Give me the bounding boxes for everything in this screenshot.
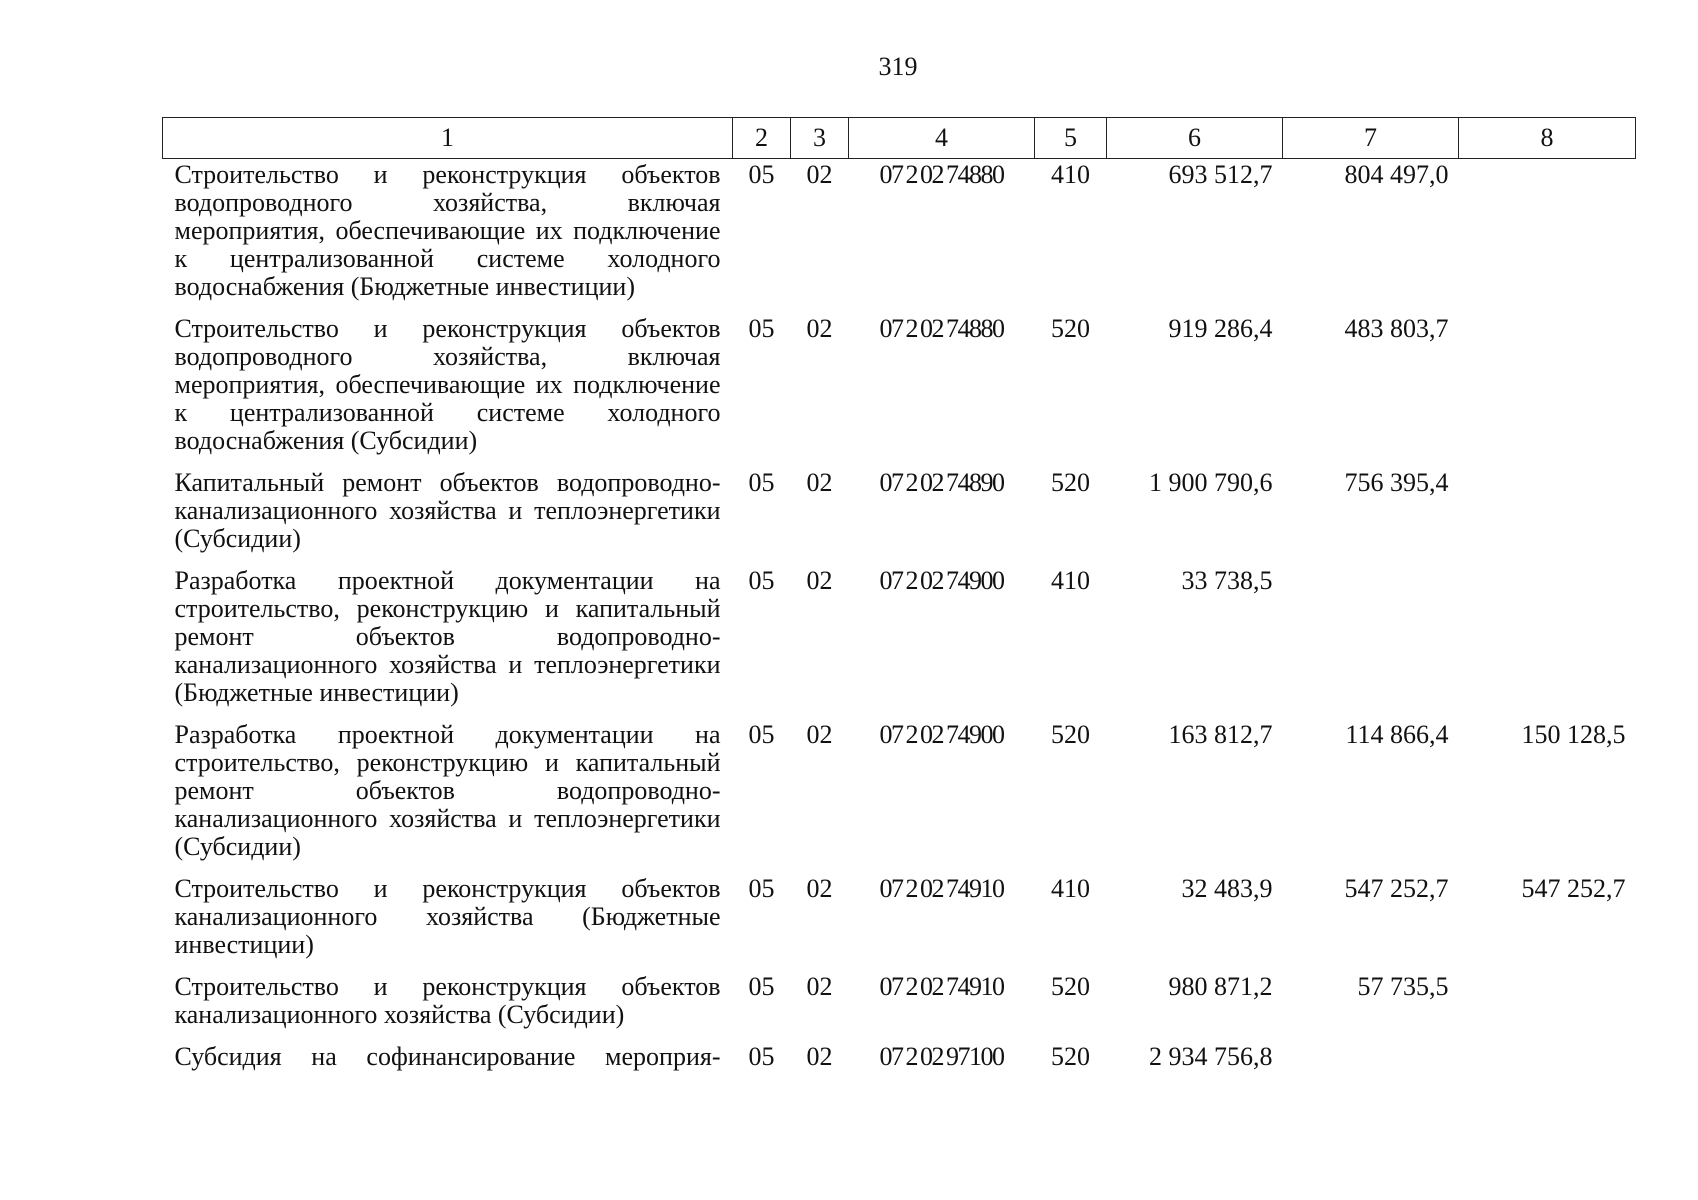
row-subsection: 02: [806, 972, 833, 1001]
row-amount-col8: [1459, 159, 1636, 314]
row-target-code: 07 2 02 74890: [879, 468, 1004, 497]
row-expense-type: 410: [1051, 160, 1090, 189]
row-description: Разработка проектной документации на строительство, реконструкцию и капитальный ремонт объектов водопроводно-канализационного хозяйства и теплоэнергетики (Бюджетные инвестиции): [174, 566, 721, 707]
row-subsection: 02: [806, 1042, 833, 1071]
row-description: Субсидия на софинансирование мероприя-: [174, 1042, 721, 1071]
column-header-5: 5: [1035, 118, 1107, 159]
row-amount-col6: 163 812,7: [1168, 720, 1273, 749]
row-section: 05: [748, 468, 775, 497]
column-header-8: 8: [1459, 118, 1636, 159]
row-target-code: 07 2 02 74880: [879, 314, 1004, 343]
row-amount-col7: 804 497,0: [1344, 160, 1449, 189]
row-amount-col8: [1459, 565, 1636, 719]
table-header-row: [163, 118, 1636, 159]
row-amount-col6: 32 483,9: [1181, 874, 1273, 903]
row-amount-col7: 483 803,7: [1344, 314, 1449, 343]
row-amount-col8: 150 128,5: [1521, 720, 1626, 749]
row-amount-col7: 547 252,7: [1344, 874, 1449, 903]
row-amount-col7: 57 735,5: [1357, 972, 1449, 1001]
row-description: Строительство и реконструкция объектов канализационного хозяйства (Субсидии): [174, 972, 721, 1029]
row-amount-col7: 756 395,4: [1344, 468, 1449, 497]
column-header-1: 1: [163, 118, 733, 159]
row-expense-type: 410: [1051, 874, 1090, 903]
table-row: [163, 467, 1636, 565]
row-target-code: 07 2 02 74900: [879, 566, 1004, 595]
row-amount-col7: [1283, 1041, 1459, 1083]
row-expense-type: 520: [1051, 1042, 1090, 1071]
row-target-code: 07 2 02 74910: [879, 874, 1004, 903]
budget-table: [162, 117, 1636, 1083]
row-section: 05: [748, 972, 775, 1001]
row-subsection: 02: [806, 720, 833, 749]
row-description: Строительство и реконструкция объектов водопроводного хозяйства, включая мероприятия, обеспечивающие их подключение к централизованной системе холодного водоснабжения (Субсидии): [174, 314, 721, 455]
row-section: 05: [748, 1042, 775, 1071]
row-section: 05: [748, 314, 775, 343]
row-subsection: 02: [806, 874, 833, 903]
row-amount-col7: 114 866,4: [1345, 720, 1449, 749]
row-amount-col8: [1459, 971, 1636, 1041]
table-row: [163, 719, 1636, 873]
row-amount-col8: [1459, 467, 1636, 565]
column-header-4: 4: [849, 118, 1035, 159]
row-amount-col8: [1459, 313, 1636, 467]
row-expense-type: 520: [1051, 720, 1090, 749]
table-row: [163, 1041, 1636, 1083]
row-subsection: 02: [806, 160, 833, 189]
row-subsection: 02: [806, 314, 833, 343]
row-target-code: 07 2 02 74880: [879, 160, 1004, 189]
table-row: [163, 159, 1636, 314]
row-amount-col7: [1283, 565, 1459, 719]
row-section: 05: [748, 566, 775, 595]
column-header-3: 3: [791, 118, 849, 159]
row-description: Разработка проектной документации на строительство, реконструкцию и капитальный ремонт объектов водопроводно-канализационного хозяйства и теплоэнергетики (Субсидии): [174, 720, 721, 861]
row-amount-col6: 980 871,2: [1168, 972, 1273, 1001]
row-amount-col6: 919 286,4: [1168, 314, 1273, 343]
table-row: [163, 565, 1636, 719]
column-header-6: 6: [1107, 118, 1283, 159]
row-subsection: 02: [806, 566, 833, 595]
row-expense-type: 520: [1051, 972, 1090, 1001]
row-amount-col6: 693 512,7: [1168, 160, 1273, 189]
row-amount-col8: [1459, 1041, 1636, 1083]
row-target-code: 07 2 02 74900: [879, 720, 1004, 749]
row-subsection: 02: [806, 468, 833, 497]
table-row: [163, 971, 1636, 1041]
row-target-code: 07 2 02 74910: [879, 972, 1004, 1001]
table-row: [163, 313, 1636, 467]
row-description: Строительство и реконструкция объектов водопроводного хозяйства, включая мероприятия, обеспечивающие их подключение к централизованной системе холодного водоснабжения (Бюджетные инвестиции): [174, 160, 721, 301]
table-row: [163, 873, 1636, 971]
column-header-2: 2: [733, 118, 791, 159]
column-header-7: 7: [1283, 118, 1459, 159]
row-amount-col8: 547 252,7: [1521, 874, 1626, 903]
row-amount-col6: 2 934 756,8: [1149, 1042, 1273, 1071]
row-amount-col6: 33 738,5: [1181, 566, 1273, 595]
page-number: 319: [878, 52, 918, 81]
row-description: Капитальный ремонт объектов водопроводно-канализационного хозяйства и теплоэнергетики (Субсидии): [174, 468, 721, 553]
row-section: 05: [748, 720, 775, 749]
row-description: Строительство и реконструкция объектов канализационного хозяйства (Бюджетные инвестиции): [174, 874, 721, 959]
row-expense-type: 410: [1051, 566, 1090, 595]
row-section: 05: [748, 160, 775, 189]
row-expense-type: 520: [1051, 314, 1090, 343]
row-amount-col6: 1 900 790,6: [1149, 468, 1273, 497]
row-section: 05: [748, 874, 775, 903]
row-expense-type: 520: [1051, 468, 1090, 497]
row-target-code: 07 2 02 97100: [879, 1042, 1004, 1071]
